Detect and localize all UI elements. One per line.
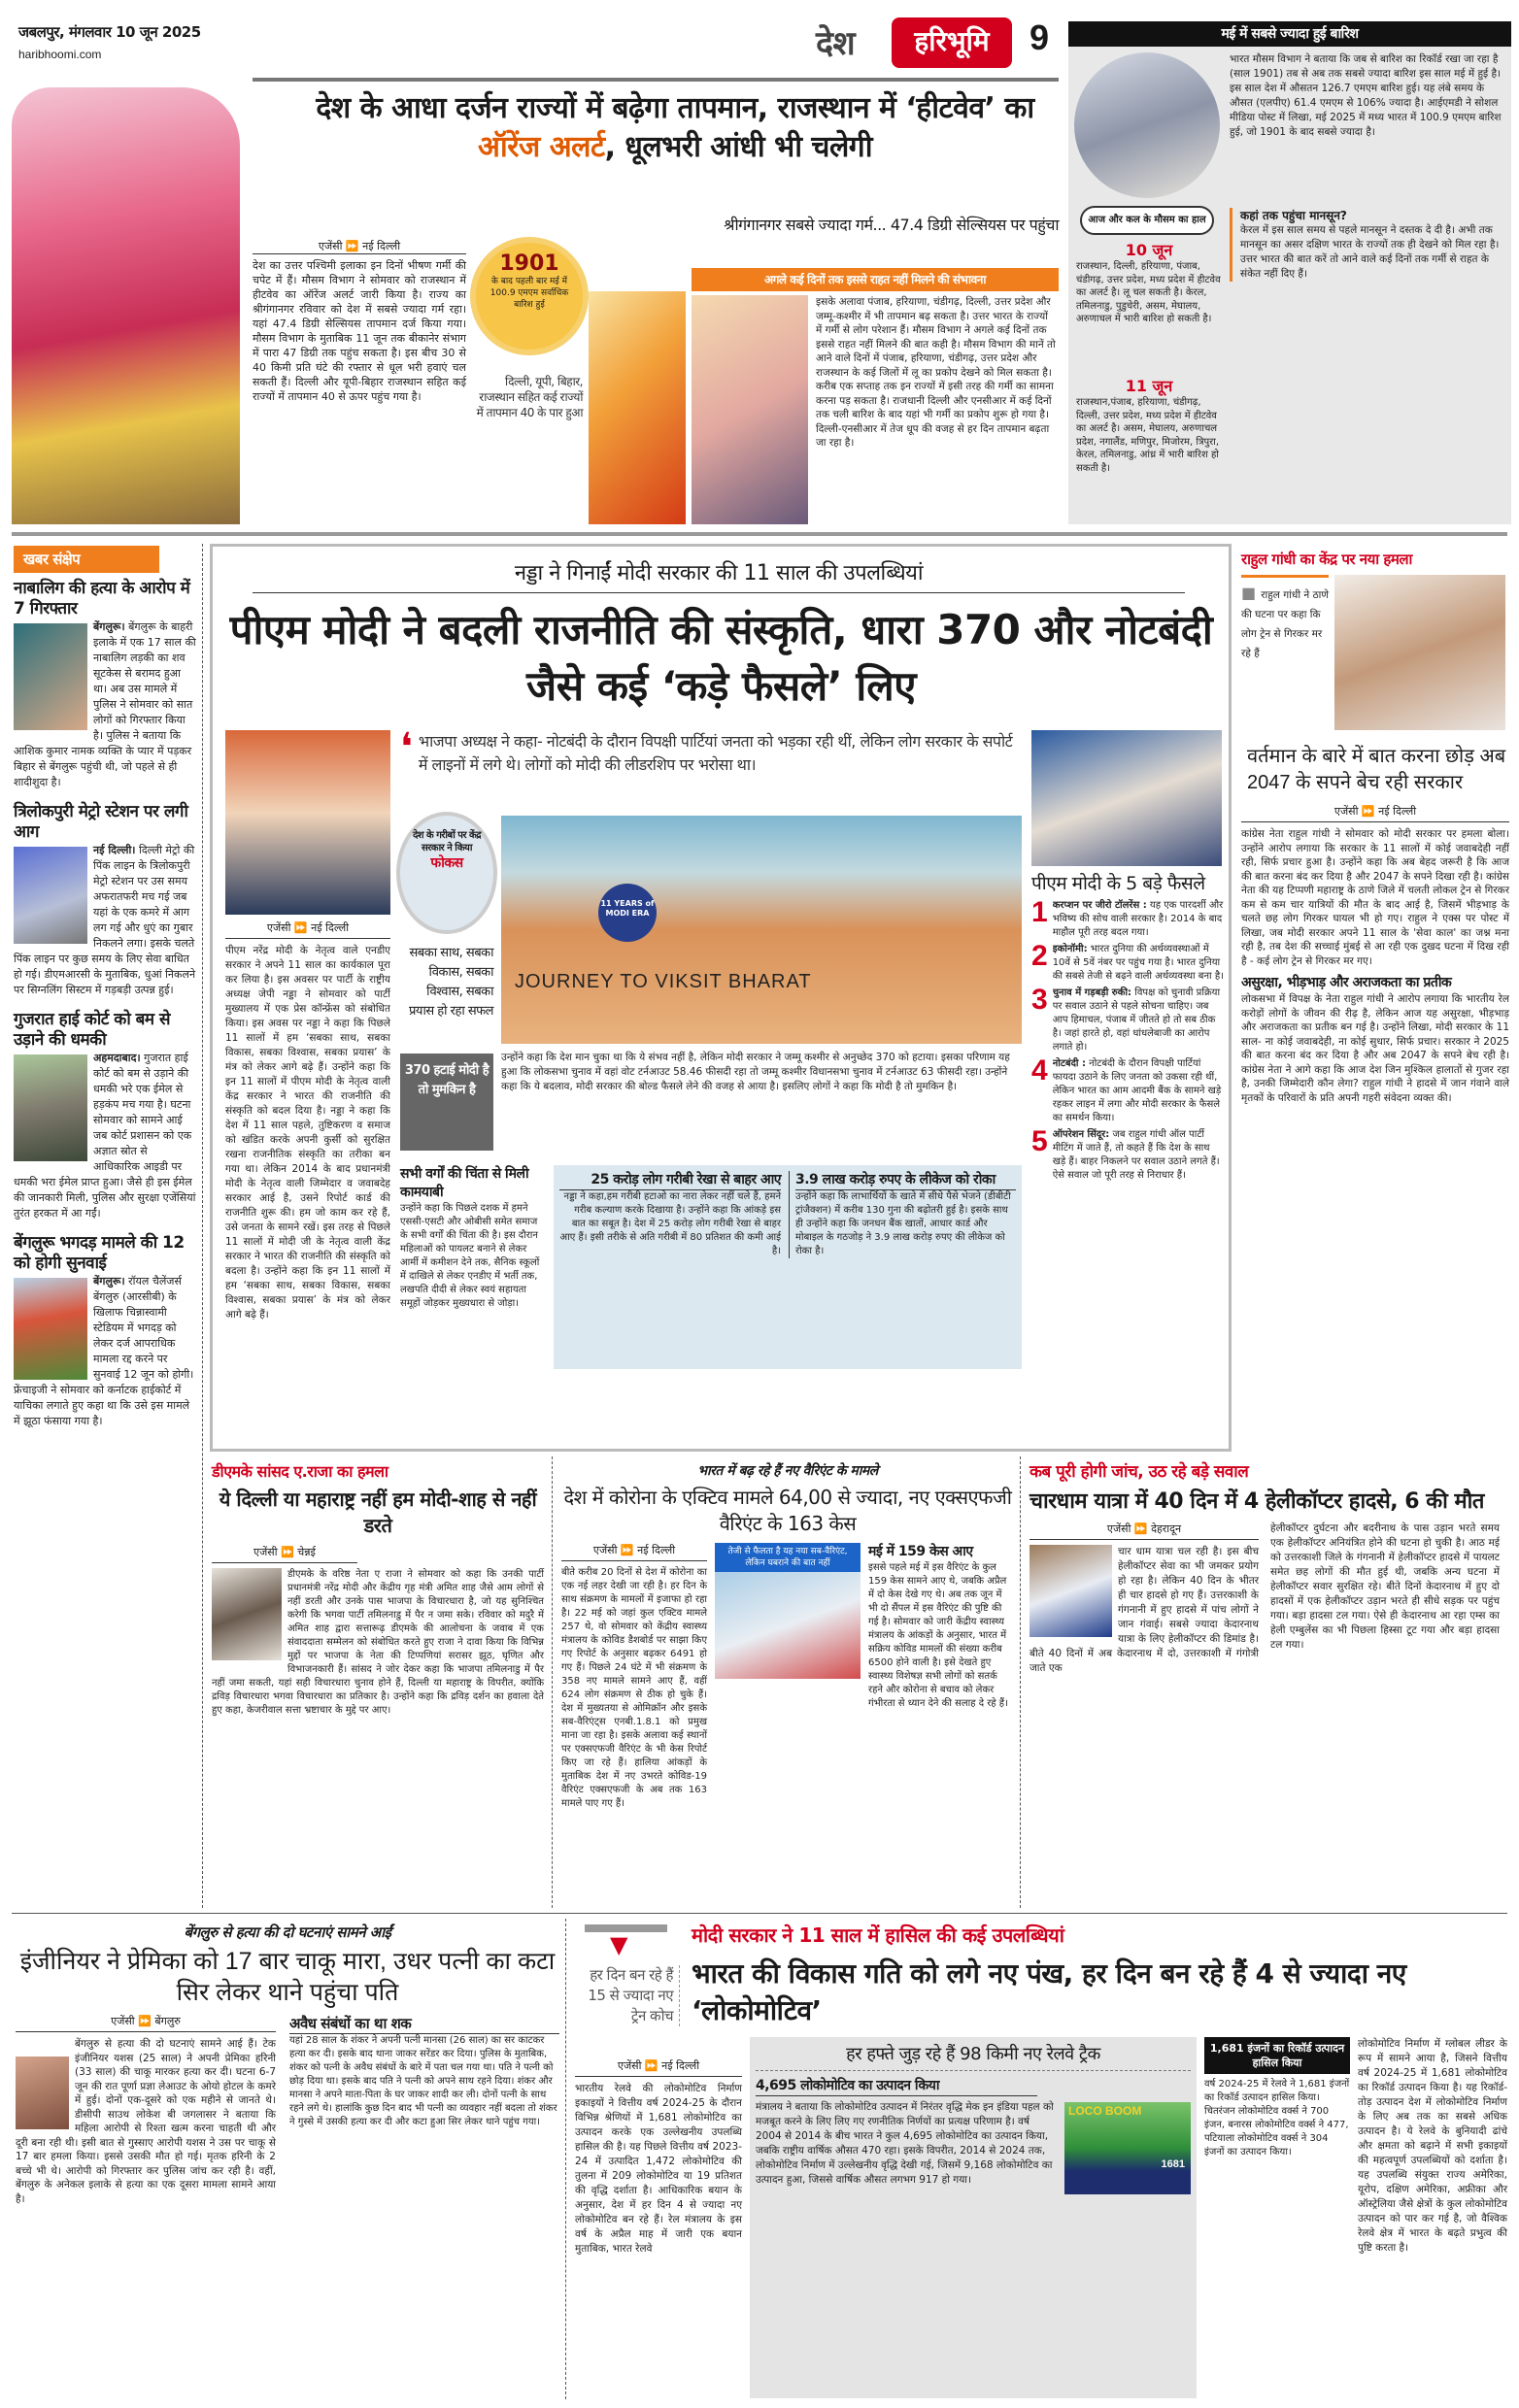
focus-word: फोकस [430, 855, 463, 871]
orange-alert-highlight: ऑरेंज अलर्ट [478, 130, 605, 164]
top-section-rule [12, 532, 1507, 536]
quote-mark-icon: ❛ [400, 725, 413, 770]
sub-success: सभी वर्गों की चिंता से मिली कामयाबी उन्होंने कहा कि पिछले दशक में हमने एससी-एसटी और ओबीसी समेत समाज के सभी वर्गों की चिंता की है। इस दौरान महिलाओं को पायलट बनाने से लेकर आर्मी में कमीशन देने तक, सैनिक स्कूलों में दाखिले से लेकर एनडीए में भर्ती तक, लखपति दीदी से लेकर स्वयं सहायता समूहों जोड़कर मुख्यधारा से जोड़ा। [400, 1166, 540, 1309]
section-label: देश [816, 24, 856, 63]
karnataka-court-photo [14, 1278, 87, 1380]
sand-art-photo [501, 816, 1022, 1044]
pull-quote: ❛ भाजपा अध्यक्ष ने कहा- नोटबंदी के दौरान विपक्षी पार्टियां जनता को भड़का रही थीं, लेकिन लोग सरकार के सपोर्ट में लाइनों में लगे थे। लोगों को मोदी की लीडरशिप पर भरोसा था। [400, 725, 1013, 774]
brief-item: गुजरात हाई कोर्ट को बम से उड़ाने की धमकी अहमदाबाद। गुजरात हाई कोर्ट को बम से उड़ाने की धमकी भरे एक ईमेल से हड़कंप मच गया है। घटना सोमवार को सामने आई जब कोर्ट प्रशासन को एक अज्ञात स्रोत से आधिकारिक आइडी पर धमकी भरा ईमेल प्राप्त हुआ। जैसे ही इस ईमेल की जानकारी मिली, पुलिस और सुरक्षा एजेंसियां तुरंत हरकत में आ गईं। [14, 1010, 196, 1220]
page-number: 9 [1030, 17, 1050, 57]
heat-headline: देश के आधा दर्जन राज्यों में बढ़ेगा तापमान, राजस्थान में ‘हीटवेव’ का ऑरेंज अलर्ट, धूलभरी आंधी भी चलेगी [316, 91, 1034, 164]
weather-badge: आज और कल के मौसम का हाल [1080, 206, 1214, 235]
record-body: वर्ष 2024-25 में रेलवे ने 1,681 इंजनों का रिकॉर्ड उत्पादन हासिल किया। चितरंजन लोकोमोटिव वर्क्स ने 700 इंजन, बनारस लोकोमोटिव वर्क्स ने 477, पटियाला लोकोमोटिव वर्क्स ने 304 इंजनों का उत्पादन किया। [1204, 2079, 1350, 2157]
rahul-photo [1334, 575, 1505, 730]
brief-title[interactable]: बेंगलुरू भगदड़ मामले की 12 को होगी सुनवाई [14, 1233, 185, 1273]
day2-title: 11 जून [1125, 377, 1173, 395]
helicopter-photo [1030, 1545, 1112, 1637]
caption-370: उन्होंने कहा कि देश मान चुका था कि ये संभव नहीं है, लेकिन मोदी सरकार ने जम्मू कश्मीर से अनुच्छेद 370 को हटाया। इसका परिणाम यह हुआ कि लोकसभा चुनाव में वहां वोट टर्नआउट 58.46 फीसदी रहा तो जम्मू कश्मीर विधानसभा चुनाव में टर्नआउट 63 फीसदी रहा। उन्होंने कहा कि ये बदलाव, मोदी सरकार की बोल्ड फैसले लेने की वजह से आया है। इसलिए लोगों ने कहा कि मोदी है तो मुमकिन है। [501, 1052, 1010, 1092]
record-badge: 1,681 इंजनों का रिकॉर्ड उत्पादन हासिल किया [1204, 2037, 1350, 2074]
rain-box-title: मई में सबसे ज्यादा हुई बारिश [1068, 21, 1511, 47]
middle-section-rule [12, 1913, 1507, 1914]
brief-item: नाबालिग की हत्या के आरोप में 7 गिरफ्तार बेंगलुरू। बेंगलुरू के बाहरी इलाके में एक 17 साल की नाबालिग लड़की का शव सूटकेस से बरामद हुआ था। अब उस मामले में पुलिस ने सोमवार को सात लोगों को गिरफ्तार किया है। पुलिस ने बताया कि आशिक कुमार नामक व्यक्ति के प्यार में पड़कर बिहार से बेंगलुरू पहुंची थी, जो पहले से ही शादीशुदा है। [14, 579, 196, 788]
handcuffs-photo [14, 623, 87, 730]
covid-subhead: मई में 159 केस आए [868, 1544, 973, 1559]
rail-box-title: हर हफ्ते जुड़ रहे हैं 98 किमी नए रेलवे ट्रैक [756, 2043, 1191, 2071]
heli-story: कब पूरी होगी जांच, उठ रहे बड़े सवाल चारधाम यात्रा में 40 दिन में 4 हेलीकॉप्टर हादसे, 6 की मौत एजेंसी ⏩ देहरादून चार धाम यात्रा चल रही है। इस बीच हेलीकॉप्टर सेवा का भी जमकर प्रयोग हो रहा है। लेकिन 40 दिन के भीतर ही चार हादसे हो गए हैं। उत्तरकाशी के गंगनानी में हुए हादसे में पांच लोगों ने जान गंवाई। सबसे ज्यादा केदारनाथ यात्रा के लिए हेलीकॉप्टर की डिमांड है। बीते 40 दिनों में अब केदारनाथ में दो, उत्तरकाशी में गंगोत्री जाते एक हेलीकॉप्टर दुर्घटना और बदरीनाथ के पास उड़ान भरते समय एक हेलीकॉप्टर अनियंत्रित होने की घटना हो चुकी है। आठ मई को उत्तरकाशी जिले के गंगनानी में हेलीकॉप्टर हादसे में पायलट समेत छह लोगों की मौत हुई थी, जबकि अन्य घटना में हेलीकॉप्टर सवार सुरक्षित रहे। बीते दिनों केदारनाथ में हुए दो हादसों में एक हेलीकॉप्टर उड़ान भरते ही सीधे सड़क पर पहुंच गया। बड़ा हादसा टल गया। ऐसे ही केदारनाथ आ रहा एम्स का हेली एम्बुलेंस का भी पिछला हिस्सा टूट गया और बड़ा हादसा टल गया। [1030, 1461, 1507, 1676]
heat-body-2: इसके अलावा पंजाब, हरियाणा, चंडीगढ़, दिल्ली, उत्तर प्रदेश और जम्मू-कश्मीर में भी तापमान बढ़ सकता है। उत्तर भारत के राज्यों में गर्मी से लोग परेशान हैं। मौसम विभाग ने अगले कई दिनों तक इससे राहत नहीं मिलने की बात कही है। मौसम विभाग की मानें तो आने वाले दिनों में पंजाब, हरियाणा, चंडीगढ़, उत्तर प्रदेश और राजस्थान के कई जिलों में लू का प्रकोप देखने को मिल सकता है। करीब एक सप्ताह तक इन राज्यों में इसी तरह की गर्मी का सामना करना पड़ सकता है। राजधानी दिल्ली और एनसीआर में कई दिनों तक चली बारिश के बाद यहां भी गर्मी का प्रकोप शुरू हो गया है। दिल्ली-एनसीआर में तेज धूप की वजह से हर दिन तापमान बढ़ता जा रहा है। [816, 296, 1056, 449]
focus-badge: देश के गरीबों पर केंद्र सरकार ने किया फोकस [400, 816, 493, 930]
raja-kicker: डीएमके सांसद ए.राजा का हमला [212, 1462, 388, 1481]
lead-byline: एजेंसी ⏩ नई दिल्ली [225, 920, 390, 944]
loco-chart-photo [1064, 2102, 1191, 2194]
slogan: सबका साथ, सबका विकास, सबका विश्वास, सबका प्रयास हो रहा सफल [409, 946, 493, 1019]
masthead [0, 0, 1519, 82]
gujarat-court-photo [14, 1054, 87, 1161]
weather-day2: 11 जून राजस्थान,पंजाब, हरियाणा, चंडीगढ़, दिल्ली, उत्तर प्रदेश, मध्य प्रदेश में हीटवेव का अलर्ट है। असम, मेघालय, अरुणाचल प्रदेश, नगालैंड, मणिपुर, मिजोरम, त्रिपुरा, केरल, तमिलनाडु, आंध्र में भारी बारिश हो सकती है। [1076, 377, 1222, 475]
weather-day1: 10 जून राजस्थान, दिल्ली, हरियाणा, पंजाब, चंडीगढ़, उत्तर प्रदेश, मध्य प्रदेश में हीटवेव का अलर्ट है। लू चल सकती है। केरल, तमिलनाडु, पुडुचेरी, असम, मेघालय, अरुणाचल में भारी बारिश हो सकती है। [1076, 241, 1221, 324]
sand-art-badge: 11 YEARS of MODI ERA [598, 884, 657, 942]
heli-headline[interactable]: चारधाम यात्रा में 40 दिन में 4 हेलीकॉप्टर हादसे, 6 की मौत [1030, 1489, 1484, 1514]
raja-story: डीएमके सांसद ए.राजा का हमला ये दिल्ली या महाराष्ट्र नहीं हम मोदी-शाह से नहीं डरते एजेंसी ⏩ चेन्नई डीएमके के वरिष्ठ नेता ए राजा ने सोमवार को कहा कि उनकी पार्टी प्रधानमंत्री नरेंद्र मोदी और केंद्रीय गृह मंत्री अमित शाह जैसे आम लोगों से नहीं डरती और उनके पास भाजपा के विचारधारा है, जो यह सुनिश्चित करेगी कि भगवा पार्टी तमिलनाडु में पैर न जमा सके। रविवार को मदुरै में अमित शाह द्वारा सत्तारूढ़ डीएमके की आलोचना के जवाब में एक संवाददाता सम्मेलन को संबोधित करते हुए राजा ने दावा किया कि विभिन्न मुद्दों पर भाजपा के नेता की टिप्पणियां सरासर झूठ, घृणित और विभाजनकारी हैं। सांसद ने जोर देकर कहा कि भाजपा तमिलनाडु में पैर नहीं जमा सकती, यहां सही विचारधारा चुनाव होने हैं, दिल्ली या महाराष्ट्र के विपरीत, क्योंकि द्रविड़ विचारधारा भगवा विचारधारा का प्रतिकार है। उन्होंने कहा कि द्रविड़ दर्शन का हवाला देते हुए कहा, केजरीवाल सत्ता भ्रष्टाचार के मुद्दे पर आए। [212, 1462, 544, 1716]
brief-item: त्रिलोकपुरी मेट्रो स्टेशन पर लगी आग नई दिल्ली। दिल्ली मेट्रो की पिंक लाइन के त्रिलोकपुरी मेट्रो स्टेशन पर उस समय अफरातफरी मच गई जब यहां के एक कमरे में आग लग गई और धुएं का गुबार निकलने लगा। इसके चलते पिंक लाइन पर कुछ समय के लिए सेवा बाधित हो गई। डीएमआरसी के मुताबिक, धुआं निकलने पर सिग्नलिंग सिस्टम में गड़बड़ी उत्पन्न हुई। [14, 802, 196, 996]
brief-title[interactable]: गुजरात हाई कोर्ट को बम से उड़ाने की धमकी [14, 1010, 170, 1050]
briefs-tag: खबर संक्षेप [14, 546, 159, 573]
metro-photo [14, 847, 87, 944]
briefs-column [14, 546, 196, 1429]
heat-girl-photo [692, 295, 808, 524]
starburst [476, 243, 583, 350]
rain-box-body: भारत मौसम विभाग ने बताया कि जब से बारिश का रिकॉर्ड रखा जा रहा है (साल 1901) तब से अब तक सबसे ज्यादा बारिश इस साल मई में हुई है। इस साल देश में औसतन 126.7 एमएम बारिश हुई। यह लंबे समय के औसत (एलपीए) 61.4 एमएम से 106% ज्यादा है। आईएमडी ने सोशल मीडिया पोस्ट में लिखा, मई 2025 में मध्य भारत में 100.9 एमएम बारिश हुई, जो 1901 के बाद सबसे ज्यादा है। [1230, 53, 1502, 138]
rail-headline[interactable]: भारत की विकास गति को लगे नए पंख, हर दिन बन रहे हैं 4 से ज्यादा नए ‘लोकोमोटिव’ [692, 1957, 1406, 2026]
rail-kicker: मोदी सरकार ने 11 साल में हासिल की कई उपलब्धियां [692, 1923, 1064, 1947]
heat-byline: एजेंसी ⏩ नई दिल्ली [253, 239, 466, 254]
bengaluru-kicker: बेंगलुरु से हत्या की दो घटनाएं सामने आईं [184, 1923, 391, 1941]
covid-test-photo [715, 1572, 861, 1679]
website[interactable]: haribhoomi.com [16, 47, 104, 62]
raja-photo [212, 1568, 282, 1660]
rail-story: ▼ मोदी सरकार ने 11 साल में हासिल की कई उपलब्धियां हर दिन बन रहे हैं 15 से ज्यादा नए ट्रेन कोच भारत की विकास गति को लगे नए पंख, हर दिन बन रहे हैं 4 से ज्यादा नए ‘लोकोमोटिव’ एजेंसी ⏩ नई दिल्ली भारतीय रेलवे की लोकोमोटिव निर्माण इकाइयों ने वित्तीय वर्ष 2024-25 के दौरान विभिन्न श्रेणियों में 1,681 लोकोमोटिव का उत्पादन करके एक उल्लेखनीय उपलब्धि हासिल की है। यह पिछले वित्तीय वर्ष 2023-24 में उत्पादित 1,472 लोकोमोटिव की तुलना में 209 लोकोमोटिव या 19 प्रतिशत की वृद्धि दर्शाता है। आधिकारिक बयान के अनुसार, देश में हर दिन 4 से ज्यादा नए लोकोमोटिव बन रहे हैं। रेल मंत्रालय के इस वर्ष के अप्रैल माह में जारी एक बयान मुताबिक, भारत रेलवे हर हफ्ते जुड़ रहे हैं 98 किमी नए रेलवे ट्रैक 4,695 लोकोमोटिव का उत्पादन किया LOCO BOOM 1681 मंत्रालय ने बताया कि लोकोमोटिव उत्पादन में निरंतर वृद्धि मेक इन इंडिया पहल को मजबूत करने के लिए लिए गए रणनीतिक निर्णयों का प्रत्यक्ष परिणाम है। वर्ष 2004 से 2014 के बीच भारत ने कुल 4,695 लोकोमोटिव का उत्पादन किया, जबकि राष्ट्रीय वार्षिक औसत 470 रहा। इसके विपरीत, 2014 से 2024 तक, लोकोमोटिव निर्माण में उल्लेखनीय वृद्धि देखी गई, जिसमें 9,168 लोकोमोटिव का उत्पादन हुआ, जिससे वार्षिक औसत लगभग 917 हो गया। 1,681 इंजनों का रिकॉर्ड उत्पादन हासिल किया वर्ष 2024-25 में रेलवे ने 1,681 इंजनों का रिकॉर्ड उत्पादन हासिल किया। चितरंजन लोकोमोटिव वर्क्स ने 700 इंजन, बनारस लोकोमोटिव वर्क्स ने 477, पटियाला लोकोमोटिव वर्क्स ने 304 इंजनों का उत्पादन किया। लोकोमोटिव निर्माण में ग्लोबल लीडर के रूप में सामने आया है, जिसने वित्तीय वर्ष 2024-25 में 1,681 लोकोमोटिव का रिकॉर्ड उत्पादन किया है। यह रिकॉर्ड-तोड़ उत्पादन देश में लोकोमोटिव निर्माण के लिए अब तक का सबसे अधिक उत्पादन है। ये रेलवे के बुनियादी ढांचे और क्षमता को बढ़ाने में सभी इकाइयों की महत्वपूर्ण उपलब्धियों को दर्शाता है। यह उपलब्धि संयुक्त राज्य अमेरिका, यूरोप, दक्षिण अमेरिका, अफ्रीका और ऑस्ट्रेलिया जैसे क्षेत्रों के कुल लोकोमोटिव उत्पादन को पार कर गई है, जो वैश्विक रेलवे क्षेत्र में भारत के बढ़ते प्रभुत्व की पुष्टि करता है। [575, 1923, 1509, 2403]
brief-item: बेंगलुरू भगदड़ मामले की 12 को होगी सुनवाई बेंगलुरू। रॉयल चैलेंजर्स बेंगलुरु (आरसीबी) के खिलाफ चिन्नास्वामी स्टेडियम में भगदड़ को लेकर दर्ज आपराधिक मामला रद्द करने पर सुनवाई 12 जून को होगी। फ्रेंचाइजी ने सोमवार को कर्नाटक हाईकोर्ट में याचिका लगाते हुए कहा था कि उसे इस मामले में झूठा फंसाया गया है। [14, 1233, 196, 1429]
five-decisions [1031, 872, 1224, 1183]
lead-kicker: नड्डा ने गिनाईं मोदी सरकार की 11 साल की उपलब्धियां [253, 559, 1185, 593]
thermometer-photo [589, 291, 686, 524]
covid-divider [1020, 1456, 1021, 1908]
logo-text: हरिभूमि [914, 25, 990, 57]
brief-title[interactable]: नाबालिग की हत्या के आरोप में 7 गिरफ्तार [14, 579, 190, 619]
briefs-divider [202, 544, 203, 1908]
five-decisions-title: पीएम मोदी के 5 बड़े फैसले [1031, 873, 1205, 894]
monsoon-block: कहां तक पहुंचा मानसून? केरल में इस साल समय से पहले मानसून ने दस्तक दे दी है। अभी तक मानसून का असर दक्षिण भारत के राज्यों तक ही देखने को मिल रहा है। उत्तर भारत की बात करें तो आने वाले कई दिनों तक गर्मी से राहत के संकेत नहीं दिए हैं। [1230, 208, 1503, 282]
covid-headline[interactable]: देश में कोरोना के एक्टिव मामले 64,00 से ज्यादा, नए एक्सएफजी वैरिएंट के 163 केस [563, 1486, 1012, 1535]
loco-chart-label: LOCO BOOM [1068, 2104, 1142, 2118]
sub-leakage: 3.9 लाख करोड़ रुपए के लीकेज को रोका उन्होंने कहा कि लाभार्थियों के खाते में सीधे पैसे भेजने (डीबीटी ट्रांजैक्शन) में करीब 130 गुना की बढ़ोतरी हुई है। इसके साथ ही उन्होंने कहा कि जनधन बैंक खातों, आधार कार्ड और मोबाइल के गठजोड़ ने 3.9 लाख करोड़ रुपए की लीकेज को रोका है। [789, 1171, 1016, 1258]
rahul-kicker: राहुल गांधी का केंद्र पर नया हमला [1241, 551, 1412, 568]
rahul-story: राहुल गांधी का केंद्र पर नया हमला ■ राहुल गांधी ने ठाणे की घटना पर कहा कि लोग ट्रेन से गिरकर मर रहे हैं वर्तमान के बारे में बात करना छोड़ अब 2047 के सपने बेच रही सरकार एजेंसी ⏩ नई दिल्ली कांग्रेस नेता राहुल गांधी ने सोमवार को मोदी सरकार पर हमला बोला। उन्होंने आरोप लगाया कि सरकार के 11 सालों में कोई जवाबदेही नहीं रही, सिर्फ प्रचार हुआ है। उन्होंने कहा कि अब बेहद जरूरी है कि आज की बात करना बंद कर दिया है और 2047 के सपने दिखा रही है। कांग्रेस नेता की यह टिप्पणी महाराष्ट्र के ठाणे जिले में चलती लोकल ट्रेन से गिरकर कम से कम चार यात्रियों की मौत के बाद आई है, जिसमें भीड़भाड़ के चलते छह लोग गिरकर घायल भी हो गए। राहुल ने एक्स पर पोस्ट में लिखा, जब मोदी सरकार अपने 11 साल के 'सेवा काल' का जश्न मना रही है, तब देश की सच्चाई मुंबई से आ रही एक दुखद घटना में दिख रही है - कई लोग ट्रेन से गिरकर मर गए। असुरक्षा, भीड़भाड़ और अराजकता का प्रतीक लोकसभा में विपक्ष के नेता राहुल गांधी ने आरोप लगाया कि भारतीय रेल करोड़ों लोगों के जीवन की रीढ़ है, लेकिन आज यह असुरक्षा, भीड़भाड़ और अराजकता का प्रतीक बन गई है। उन्होंने लिखा, मोदी सरकार के 11 साल- ना कोई जवाबदेही, ना कोई सुधार, सिर्फ प्रचार। सरकार ने 2025 की बात करना बंद कर दिया है और अब 2047 के सपने बेच रही है। कांग्रेस नेता ने आगे कहा कि आज देश जिन मुश्किल हालातों से गुजर रहा है, उनकी जिम्मेदारी कौन लेगा? राहुल गांधी ने हादसे में जान गंवाने वाले मृतकों के परिवारों के प्रति अपनी गहरी संवेदना व्यक्त की। [1241, 551, 1509, 1104]
victim-photo [16, 2057, 69, 2129]
masthead-rule [253, 78, 1059, 82]
sand-art-text: JOURNEY TO VIKSIT BHARAT [515, 971, 812, 992]
covid-image-tag: तेजी से फैलता है यह नया सब-वैरिएंट, लेकिन घबराने की बात नहीं [715, 1543, 861, 1572]
covid-kicker: भारत में बढ़ रहे हैं नए वैरिएंट के मामले [697, 1463, 878, 1479]
city-date: जबलपुर, मंगलवार 10 जून 2025 [16, 21, 204, 43]
decision-item: 5 ऑपरेशन सिंदूर: जब राहुल गांधी ऑल पार्टी मीटिंग में जाते हैं, तो कहते हैं कि देश के साथ खड़े हैं। बाहर निकलने पर सवाल उठाने लगते हैं। ऐसे सवाल जो पूरी तरह से निराधार हैं। [1031, 1128, 1220, 1181]
rahul-subhead: असुरक्षा, भीड़भाड़ और अराजकता का प्रतीक [1241, 975, 1452, 990]
rahul-bullet: ■ राहुल गांधी ने ठाणे की घटना पर कहा कि लोग ट्रेन से गिरकर मर रहे हैं [1241, 575, 1329, 730]
rail-side-pull: हर दिन बन रहे हैं 15 से ज्यादा नए ट्रेन कोच [575, 1965, 680, 2026]
rahul-headline[interactable]: वर्तमान के बारे में बात करना छोड़ अब 2047 के सपने बेच रही सरकार [1247, 746, 1506, 793]
rail-box-subhead: 4,695 लोकोमोटिव का उत्पादन किया [756, 2077, 1037, 2096]
heat-subhead: श्रीगंगानगर सबसे ज्यादा गर्म... 47.4 डिग्री सेल्सियस पर पहुंचा [724, 216, 1059, 234]
heat-banner: अगले कई दिनों तक इससे राहत नहीं मिलने की संभावना [692, 268, 1059, 291]
sub-poverty: 25 करोड़ लोग गरीबी रेखा से बाहर आए नड्डा ने कहा,हम गरीबी हटाओ का नारा लेकर नहीं चले हैं, हमने गरीब कल्याण करके दिखाया है। उन्होंने कहा कि आंकड़े इस बात का सबूत है। देश में 25 करोड़ लोग गरीबी रेखा से बाहर आए हैं। इसी तरीके से अति गरीबी में 80 प्रतिशत की कमी आई है। [559, 1172, 781, 1256]
day1-title: 10 जून [1125, 241, 1173, 259]
lead-headline[interactable]: पीएम मोदी ने बदली राजनीति की संस्कृति, धारा 370 और नोटबंदी जैसे कई ‘कड़े फैसले’ लिए [229, 606, 1213, 710]
bengaluru-divider [565, 1919, 566, 2399]
lead-body: पीएम नरेंद्र मोदी के नेतृत्व वाले एनडीए सरकार ने अपने 11 साल का कार्यकाल पूरा कर लिया है। इस अवसर पर पार्टी के राष्ट्रीय अध्यक्ष जेपी नड्डा ने सोमवार को पार्टी मुख्यालय में एक प्रेस कॉन्फ्रेंस को संबोधित किया। इस अवस पर नड्डा ने कहा कि पिछले 11 सालों में हम ‘सबका साथ, सबका विकास, सबका विश्वास, सबका प्रयास’ के मंत्र को लेकर आगे बढ़े हैं। उन्होंने कहा कि इन 11 सालों में पीएम मोदी के नेतृत्व वाली केंद्र सरकार ने भारत की राजनीति की संस्कृति को बदल दिया है। नड्डा ने कहा कि देश में 11 साल पहले, तुष्टिकरण व समाज को खंडित करके अपनी कुर्सी को सुरक्षित रखना राजनीतिक संस्कृति का तरीका बन गया था। लेकिन 2014 के बाद प्रधानमंत्री मोदी के नेतृत्व वाली जिम्मेदार व जवाबदेह सरकार आई है, उसने रिपोर्ट कार्ड की राजनीति शुरू की। हम जो काम कर रहे हैं, उसे जनता के सामने रखें। इस तरह से पिछले 11 सालों में मोदी जी के नेतृत्व वाली केंद्र सरकार ने भारत की राजनीति की संस्कृति को बदला है। उन्होंने कहा कि इन 11 सालों में हम ‘सबका साथ, सबका विकास, सबका विश्वास, सबका प्रयास’ के मंत्र को लेकर आगे बढ़े हैं। [225, 945, 390, 1321]
chevron-down-icon: ▼ [610, 1931, 628, 1958]
decision-item: 1 करप्शन पर जीरो टॉलरेंस : यह एक पारदर्शी और भविष्य की सोच वाली सरकार है। 2014 के बाद माहौल पूरी तरह बदल गया। [1031, 899, 1224, 938]
logo [892, 17, 1012, 68]
starburst-text: के बाद पहली बार मई में 100.9 एमएम सर्वाधिक बारिश हुई [489, 277, 569, 310]
modi-photo [1031, 730, 1222, 866]
raja-headline[interactable]: ये दिल्ली या महाराष्ट्र नहीं हम मोदी-शाह से नहीं डरते [219, 1488, 537, 1537]
decision-item: 4 नोटबंदी : नोटबंदी के दौरान विपक्षी पार्टियां फायदा उठाने के लिए जनता को उकसा रही थीं, लेकिन भारत का आम आदमी बैंक के सामने खड़े रहकर लाइन में लगा और मोदी सरकार के फैसले का समर्थन किया। [1031, 1057, 1222, 1123]
bullet-square-icon: ■ [1241, 584, 1257, 602]
bengaluru-story: बेंगलुरु से हत्या की दो घटनाएं सामने आईं इंजीनियर ने प्रेमिका को 17 बार चाकू मारा, उधर पत्नी का कटा सिर लेकर थाने पहुंचा पति एजेंसी ⏩ बेंगलुरु बेंगलुरु से हत्या की दो घटनाएं सामने आई हैं। टेक इंजीनियर यशस (25 साल) ने अपनी प्रेमिका हरिनी (33 साल) की चाकू मारकर हत्या कर दी। घटना 6-7 जून की रात पूर्णा प्रज्ञा लेआउट के ओयो होटल के कमरे में हुई। दोनों एक-दूसरे को एक महीने से जानते थे। डीसीपी साउथ लोकेश बी जगलासर ने बताया कि महिला आरोपी से रिश्ता खत्म करना चाहती थी और दूरी बना रही थी। इसी बात से गुस्साए आरोपी यशस ने उस पर चाकू से 17 बार हमला किया। इससे उसकी मौत हो गई। मृतक हरिनी के 2 बच्चे भी थे। आरोपी को गिरफ्तार कर पुलिस जांच कर रही है। वहीं, बेंगलुरु के अनेकल इलाके से हत्या का एक दूसरा मामला सामने आया है। अवैध संबंधों का था शक यहां 28 साल के शंकर ने अपनी पत्नी मानसा (26 साल) का सर काटकर हत्या कर दी। इसके बाद थाना जाकर सरेंडर कर दिया। पुलिस के मुताबिक, शंकर को पत्नी के अवैध संबंधों के बारे में पता चल गया था। पति ने पत्नी को छोड़ दिया था। इसके बाद पति ने पत्नी को अपने साथ रहने दिया। शंकर और मानसा ने अपने माता-पिता के घर जाकर शादी कर ली। दोनों पत्नी के साथ रहने लगे थे। हालांकि कुछ दिन बाद भी पत्नी का व्यवहार नहीं बदला तो शंकर ने गुस्से में उसकी हत्या कर दी और कटा हुआ सिर लेकर थाने पहुंच गया। [16, 1923, 559, 2206]
covid-story: भारत में बढ़ रहे हैं नए वैरिएंट के मामले देश में कोरोना के एक्टिव मामले 64,00 से ज्यादा, नए एक्सएफजी वैरिएंट के 163 केस एजेंसी ⏩ नई दिल्ली बीते करीब 20 दिनों से देश में कोरोना का एक नई लहर देखी जा रही है। हर दिन के साथ संक्रमण के मामलों में इजाफा हो रहा है। 22 मई को जहां कुल एक्टिव मामले 257 थे, वो सोमवार को केंद्रीय स्वास्थ्य मंत्रालय के कोविड डैशबोर्ड पर साझा किए गए रिपोर्ट के अनुसार बढ़कर 6491 हो गए हैं। पिछले 24 घंटे में भी संक्रमण के 358 नए मामले सामने आए हैं, वहीं 624 लोग संक्रमण से ठीक हो चुके हैं। देश में मुख्यतया से ओमिक्रॉन और इसके सब-वैरिएंट्स एनबी.1.8.1 को प्रमुख माना जा रहा है। इसके अलावा कई स्थानों पर एक्सएफजी वैरिएंट के भी केस रिपोर्ट किए जा रहे हैं। हालिया आंकड़ों के मुताबिक देश में नए उभरते कोविड-19 वैरिएंट एक्सएफजी के अब तक 163 मामले पाए गए हैं। तेजी से फैलता है यह नया सब-वैरिएंट, लेकिन घबराने की बात नहीं मई में 159 केस आए इससे पहले मई में इस वैरिएंट के कुल 159 केस सामने आए थे, जबकि अप्रैल में दो केस देखे गए थे। अब तक जून में भी दो सैंपल में इस वैरिएंट की पुष्टि की गई है। सोमवार को जारी केंद्रीय स्वास्थ्य मंत्रालय के आंकड़ों के अनुसार, भारत में सक्रिय कोविड मामलों की संख्या करीब 6500 होने वाली है। इसे देखते हुए स्वास्थ्य विशेषज्ञ सभी लोगों को सतर्क रहने और कोरोना से बचाव को लेकर गंभीरता से ध्यान देने की सलाह दे रहे हैं। [561, 1461, 1014, 1811]
starburst-year: 1901 [499, 251, 559, 276]
badge-370: 370 हटाई मोदी है तो मुमकिन है [400, 1054, 493, 1151]
rail-box: हर हफ्ते जुड़ रहे हैं 98 किमी नए रेलवे ट्रैक 4,695 लोकोमोटिव का उत्पादन किया LOCO BOOM 1681 मंत्रालय ने बताया कि लोकोमोटिव उत्पादन में निरंतर वृद्धि मेक इन इंडिया पहल को मजबूत करने के लिए लिए गए रणनीतिक निर्णयों का प्रत्यक्ष परिणाम है। वर्ष 2004 से 2014 के बीच भारत ने कुल 4,695 लोकोमोटिव का उत्पादन किया, जबकि राष्ट्रीय वार्षिक औसत 470 रहा। इसके विपरीत, 2014 से 2024 तक, लोकोमोटिव निर्माण में उल्लेखनीय वृद्धि देखी गई, जिसमें 9,168 लोकोमोटिव का उत्पादन हुआ, जिससे वार्षिक औसत लगभग 917 हो गया। [750, 2037, 1197, 2398]
brief-title[interactable]: त्रिलोकपुरी मेट्रो स्टेशन पर लगी आग [14, 802, 188, 842]
nadda-photo [225, 730, 390, 915]
raja-divider [552, 1456, 553, 1908]
monsoon-title: कहां तक पहुंचा मानसून? [1240, 209, 1347, 222]
heat-body: देश का उत्तर पश्चिमी इलाका इन दिनों भीषण गर्मी की चपेट में हैं। मौसम विभाग ने सोमवार को राजस्थान में हीटवेव का ऑरेंज अलर्ट जारी किया है। राज्य का श्रीगंगानगर रविवार को देश में सबसे ज्यादा गर्म रहा। यहां 47.4 डिग्री सेल्सियस तापमान दर्ज किया गया। मौसम विभाग के मुताबिक 11 जून तक बीकानेर संभाग में पारा 47 डिग्री तक पहुंच सकता है। इस बीच 30 से 40 किमी प्रति घंटे की रफ्तार से धूल भरी हवाएं चल सकती हैं। दिल्ली और यूपी-बिहार राजस्थान सहित कई राज्यों में तापमान 40 से ऊपर पहुंच गया है। [253, 259, 466, 403]
loco-chart-value: 1681 [1161, 2158, 1185, 2170]
decision-item: 2 इकोनॉमी: भारत दुनिया की अर्थव्यवस्थाओं में 10वें से 5वें नंबर पर पहुंच गया है। भारत दुनिया की सबसे तेजी से बढ़ने वाली अर्थव्यवस्था बना है। [1031, 943, 1224, 982]
heli-kicker: कब पूरी होगी जांच, उठ रहे बड़े सवाल [1030, 1462, 1249, 1482]
bengaluru-headline[interactable]: इंजीनियर ने प्रेमिका को 17 बार चाकू मारा, उधर पत्नी का कटा सिर लेकर थाने पहुंचा पति [19, 1948, 556, 2006]
decision-item: 3 चुनाव में गड़बड़ी रुकी: विपक्ष को चुनावी प्रक्रिया पर सवाल उठाने से पहले सोचना चाहिए। जब आप हिमाचल, पंजाब में जीतते हो तो सब ठीक है। जहां हारते हो, वहां धांधलेबाजी का आरोप लगाते हो। [1031, 987, 1221, 1053]
heat-side-caption: दिल्ली, यूपी, बिहार, राजस्थान सहित कई राज्यों में तापमान 40 के पार हुआ [476, 375, 583, 419]
record-column [1204, 2037, 1350, 2159]
bengaluru-subhead: अवैध संबंधों का था शक [289, 2014, 559, 2034]
umbrella-photo [12, 87, 240, 524]
